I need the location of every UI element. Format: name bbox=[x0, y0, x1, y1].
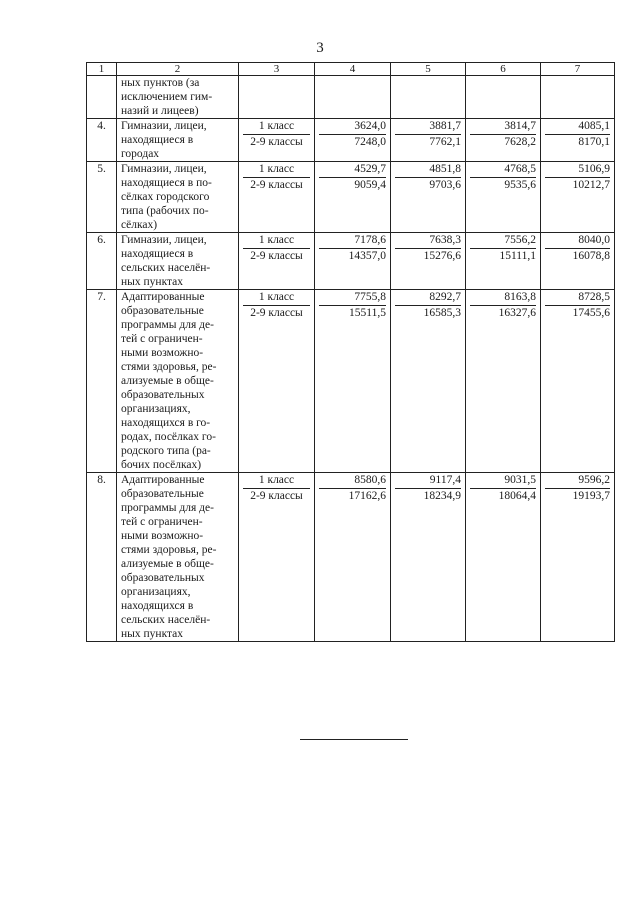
empty-cell bbox=[239, 76, 315, 119]
row-number-cell: 8. bbox=[87, 473, 117, 642]
row-name-line: сёлках городского bbox=[121, 191, 210, 203]
table-row bbox=[87, 233, 615, 290]
col6-cell-value: 7628,2 bbox=[504, 136, 536, 148]
col7-cell-value: 19193,7 bbox=[572, 490, 610, 502]
row-number-cell: 4. bbox=[87, 119, 117, 162]
funding-table bbox=[86, 62, 615, 642]
col4-cell-value: 4529,7 bbox=[319, 162, 386, 178]
col7-cell-value: 8170,1 bbox=[578, 136, 610, 148]
col4-cell-value: 7248,0 bbox=[354, 136, 386, 148]
row-name-line: Гимназии, лицеи, bbox=[121, 234, 207, 246]
col6-cell bbox=[466, 233, 541, 290]
header-cell: 3 bbox=[239, 63, 315, 76]
row-name-line: Адаптированные bbox=[121, 474, 205, 486]
col7-cell bbox=[541, 119, 615, 162]
col4-cell-value: 15511,5 bbox=[349, 307, 386, 319]
class-cell-value: 1 класс bbox=[243, 162, 310, 178]
row-name-line: находящихся в bbox=[121, 600, 194, 612]
row-name-line: организациях, bbox=[121, 403, 191, 415]
row-number-cell: 6. bbox=[87, 233, 117, 290]
col6-cell-value: 16327,6 bbox=[498, 307, 536, 319]
col4-cell bbox=[315, 290, 391, 473]
col7-cell bbox=[541, 473, 615, 642]
header-cell: 1 bbox=[87, 63, 117, 76]
row-name-line: образовательных bbox=[121, 389, 205, 401]
row-name-line: программы для де- bbox=[121, 319, 214, 331]
row-name-line: Адаптированные bbox=[121, 291, 205, 303]
col4-cell-value: 3624,0 bbox=[319, 119, 386, 135]
col6-cell-value: 9031,5 bbox=[470, 473, 536, 489]
col4-cell-value: 9059,4 bbox=[354, 179, 386, 191]
col5-cell-value: 7638,3 bbox=[395, 233, 461, 249]
col4-cell bbox=[315, 119, 391, 162]
col5-cell-value: 3881,7 bbox=[395, 119, 461, 135]
row-name-line: Гимназии, лицеи, bbox=[121, 120, 207, 132]
col7-cell-value: 10212,7 bbox=[572, 179, 610, 191]
row-name-line: сёлках) bbox=[121, 219, 158, 231]
col4-cell-value: 7755,8 bbox=[319, 290, 386, 306]
class-cell-value: 1 класс bbox=[243, 233, 310, 249]
table-row bbox=[87, 162, 615, 233]
col6-cell-value: 15111,1 bbox=[499, 250, 536, 262]
col6-cell-value: 4768,5 bbox=[470, 162, 536, 178]
row-number-cell: 7. bbox=[87, 290, 117, 473]
col6-cell-value: 9535,6 bbox=[504, 179, 536, 191]
col6-cell bbox=[466, 473, 541, 642]
row-name-line: ными возможно- bbox=[121, 347, 204, 359]
class-cell-value: 2-9 классы bbox=[250, 136, 303, 148]
class-cell-value: 1 класс bbox=[243, 119, 310, 135]
row-name-cell bbox=[117, 162, 239, 233]
table-row bbox=[87, 473, 615, 642]
col6-cell bbox=[466, 162, 541, 233]
col7-cell-value: 5106,9 bbox=[545, 162, 610, 178]
row-name-line: тей с ограничен- bbox=[121, 516, 203, 528]
empty-cell bbox=[391, 76, 466, 119]
header-row bbox=[87, 63, 615, 76]
col7-cell-value: 17455,6 bbox=[572, 307, 610, 319]
header-cell: 4 bbox=[315, 63, 391, 76]
col6-cell-value: 18064,4 bbox=[498, 490, 536, 502]
row-name-line: организациях, bbox=[121, 586, 191, 598]
row-name-line: находящиеся в по- bbox=[121, 177, 212, 189]
col5-cell-value: 4851,8 bbox=[395, 162, 461, 178]
col5-cell-value: 15276,6 bbox=[423, 250, 461, 262]
row-name-line: типа (рабочих по- bbox=[121, 205, 209, 217]
row-name-line: программы для де- bbox=[121, 502, 214, 514]
col6-cell bbox=[466, 290, 541, 473]
row-name-line: стями здоровья, ре- bbox=[121, 544, 217, 556]
class-cell-value: 1 класс bbox=[243, 473, 310, 489]
empty-cell bbox=[466, 76, 541, 119]
class-cell bbox=[239, 162, 315, 233]
row-name-line: ных пунктах bbox=[121, 276, 184, 288]
col7-cell bbox=[541, 162, 615, 233]
col5-cell-value: 8292,7 bbox=[395, 290, 461, 306]
row-name-line: образовательных bbox=[121, 572, 205, 584]
col4-cell-value: 8580,6 bbox=[319, 473, 386, 489]
class-cell-value: 2-9 классы bbox=[250, 179, 303, 191]
class-cell-value: 2-9 классы bbox=[250, 490, 303, 502]
row-name-cell bbox=[117, 233, 239, 290]
col5-cell-value: 18234,9 bbox=[423, 490, 461, 502]
page-number: 3 bbox=[316, 40, 324, 56]
col6-cell bbox=[466, 119, 541, 162]
row-name-line: Гимназии, лицеи, bbox=[121, 163, 207, 175]
class-cell-value: 1 класс bbox=[243, 290, 310, 306]
class-cell bbox=[239, 473, 315, 642]
row-name-line: стями здоровья, ре- bbox=[121, 361, 217, 373]
row-name-line: бочих посёлках) bbox=[121, 459, 202, 471]
class-cell bbox=[239, 119, 315, 162]
col4-cell bbox=[315, 162, 391, 233]
col5-cell-value: 7762,1 bbox=[429, 136, 461, 148]
row-name-line: образовательные bbox=[121, 488, 204, 500]
col4-cell bbox=[315, 473, 391, 642]
header-cell: 2 bbox=[117, 63, 239, 76]
row-name-line: образовательные bbox=[121, 305, 204, 317]
empty-cell bbox=[315, 76, 391, 119]
class-cell bbox=[239, 290, 315, 473]
table-row bbox=[87, 119, 615, 162]
row-number-cell: 5. bbox=[87, 162, 117, 233]
row-name-line: назий и лицеев) bbox=[121, 105, 199, 117]
row-name-line: ных пунктах bbox=[121, 628, 184, 640]
class-cell-value: 2-9 классы bbox=[250, 250, 303, 262]
header-cell: 6 bbox=[466, 63, 541, 76]
table-row-continuation bbox=[87, 76, 615, 119]
row-name-line: тей с ограничен- bbox=[121, 333, 203, 345]
row-name-line: ными возможно- bbox=[121, 530, 204, 542]
row-name-line: родах, посёлках го- bbox=[121, 431, 216, 443]
row-name-line: ализуемые в обще- bbox=[121, 558, 214, 570]
row-name-line: родского типа (ра- bbox=[121, 445, 211, 457]
col5-cell bbox=[391, 162, 466, 233]
col7-cell-value: 16078,8 bbox=[572, 250, 610, 262]
col6-cell-value: 3814,7 bbox=[470, 119, 536, 135]
row-name-line: сельских населён- bbox=[121, 614, 211, 626]
col7-cell-value: 9596,2 bbox=[545, 473, 610, 489]
col5-cell bbox=[391, 473, 466, 642]
col6-cell-value: 7556,2 bbox=[470, 233, 536, 249]
row-number-cell bbox=[87, 76, 117, 119]
col5-cell-value: 9703,6 bbox=[429, 179, 461, 191]
col6-cell-value: 8163,8 bbox=[470, 290, 536, 306]
col4-cell bbox=[315, 233, 391, 290]
row-name-cell bbox=[117, 473, 239, 642]
class-cell bbox=[239, 233, 315, 290]
header-cell: 5 bbox=[391, 63, 466, 76]
row-name-line: сельских населён- bbox=[121, 262, 211, 274]
footer-divider bbox=[300, 739, 408, 740]
row-name-line: находящиеся в bbox=[121, 248, 194, 260]
col5-cell-value: 16585,3 bbox=[423, 307, 461, 319]
col4-cell-value: 17162,6 bbox=[348, 490, 386, 502]
empty-cell bbox=[541, 76, 615, 119]
col4-cell-value: 7178,6 bbox=[319, 233, 386, 249]
col7-cell-value: 8728,5 bbox=[545, 290, 610, 306]
col7-cell-value: 4085,1 bbox=[545, 119, 610, 135]
row-name-cell bbox=[117, 76, 239, 119]
col4-cell-value: 14357,0 bbox=[348, 250, 386, 262]
col5-cell-value: 9117,4 bbox=[395, 473, 461, 489]
row-name-line: ных пунктов (за bbox=[121, 77, 200, 89]
col7-cell-value: 8040,0 bbox=[545, 233, 610, 249]
row-name-line: находящихся в го- bbox=[121, 417, 211, 429]
col7-cell bbox=[541, 290, 615, 473]
row-name-line: находящиеся в bbox=[121, 134, 194, 146]
row-name-line: городах bbox=[121, 148, 160, 160]
row-name-line: ализуемые в обще- bbox=[121, 375, 214, 387]
class-cell-value: 2-9 классы bbox=[250, 307, 303, 319]
header-cell: 7 bbox=[541, 63, 615, 76]
row-name-cell bbox=[117, 290, 239, 473]
col5-cell bbox=[391, 119, 466, 162]
col5-cell bbox=[391, 233, 466, 290]
row-name-cell bbox=[117, 119, 239, 162]
row-name-line: исключением гим- bbox=[121, 91, 213, 103]
table-row bbox=[87, 290, 615, 473]
col5-cell bbox=[391, 290, 466, 473]
col7-cell bbox=[541, 233, 615, 290]
